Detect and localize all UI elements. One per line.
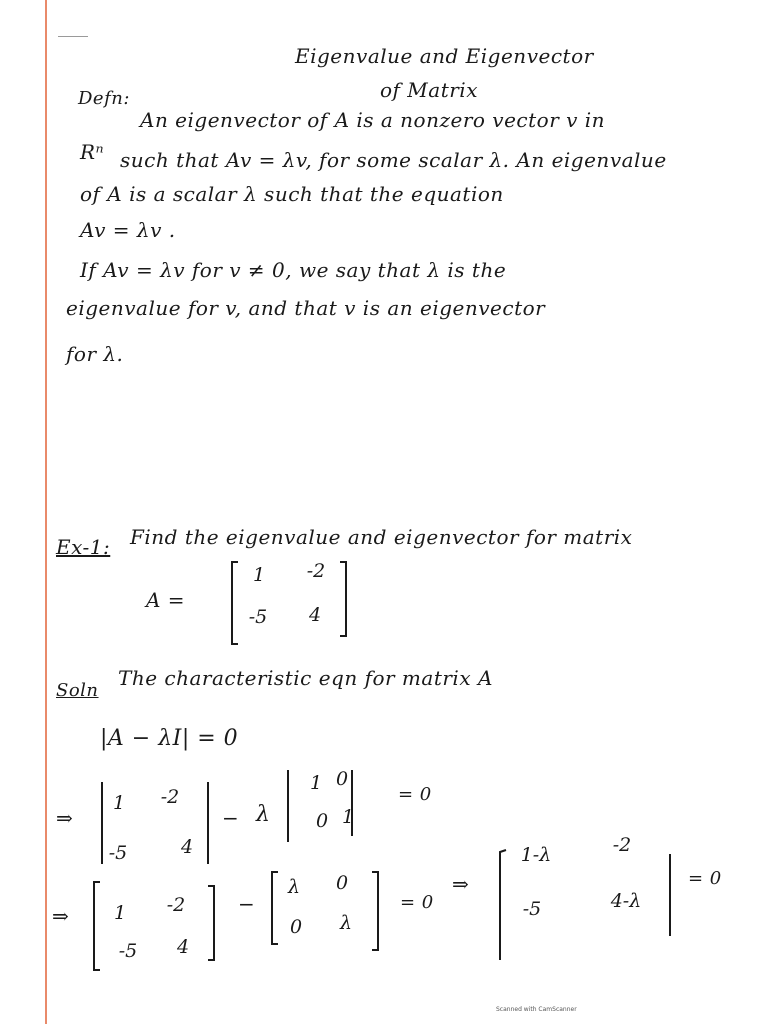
example-label: Ex-1: (56, 535, 111, 559)
step3-cell-12: -2 (612, 834, 632, 856)
step1-cell-21: -5 (108, 842, 128, 864)
step2-left-cell-11: 1 (113, 902, 127, 924)
definition-line-1: An eigenvector of A is a nonzero vector v in (140, 108, 606, 132)
step2-left-cell-21: -5 (118, 940, 138, 962)
page-title: Eigenvalue and Eigenvector (295, 44, 594, 68)
implies-step-3: ⇒ (452, 872, 470, 896)
identity-cell-22: 1 (341, 806, 355, 828)
step1-cell-22: 4 (180, 836, 194, 858)
matrix-a-label: A = (146, 588, 186, 612)
step2-left-cell-12: -2 (166, 894, 186, 916)
step1-equals-zero: = 0 (398, 784, 432, 805)
characteristic-equation: |A − λI| = 0 (100, 726, 239, 751)
header-rule (58, 36, 88, 37)
remark-line-2: eigenvalue for v, and that v is an eigenvector (66, 296, 546, 320)
step2-equals-zero: = 0 (400, 892, 434, 913)
step3-equals-zero: = 0 (688, 868, 722, 889)
scanner-footer: Scanned with CamScanner (496, 1006, 577, 1013)
identity-cell-12: 0 (335, 768, 349, 790)
step1-minus: − (222, 806, 240, 830)
implies-step-1: ⇒ (56, 806, 74, 830)
step2-lambda-cell-12: 0 (335, 872, 349, 894)
step1-cell-12: -2 (160, 786, 180, 808)
remark-line-1: If Av = λv for v ≠ 0, we say that λ is the (80, 258, 507, 282)
step2-left-cell-22: 4 (176, 936, 190, 958)
definition-line-2: such that Av = λv, for some scalar λ. An eigenvalue (120, 148, 667, 172)
definition-rn: Rⁿ (80, 140, 105, 164)
definition-line-4: Av = λv . (80, 218, 176, 242)
solution-text: The characteristic eqn for matrix A (118, 666, 493, 690)
step2-lambda-cell-21: 0 (289, 916, 303, 938)
matrix-a-cell-21: -5 (248, 606, 268, 628)
step2-lambda-cell-22: λ (339, 912, 353, 934)
step2-lambda-cell-11: λ (287, 876, 301, 898)
implies-step-2: ⇒ (52, 904, 70, 928)
identity-cell-21: 0 (315, 810, 329, 832)
definition-label: Defn: (78, 88, 130, 109)
identity-cell-11: 1 (309, 772, 323, 794)
solution-label: Soln (56, 680, 99, 701)
page-margin-line (45, 0, 47, 1024)
step1-lambda: λ (256, 802, 271, 827)
step3-cell-21: -5 (522, 898, 542, 920)
step3-cell-22: 4-λ (610, 890, 642, 912)
step1-cell-11: 1 (112, 792, 126, 814)
step3-cell-11: 1-λ (520, 844, 552, 866)
matrix-a-cell-11: 1 (252, 564, 266, 586)
matrix-a-cell-12: -2 (306, 560, 326, 582)
example-text: Find the eigenvalue and eigenvector for matrix (130, 525, 633, 549)
page-subtitle: of Matrix (380, 78, 478, 102)
definition-line-3: of A is a scalar λ such that the equation (80, 182, 504, 206)
matrix-a-cell-22: 4 (308, 604, 322, 626)
step2-minus: − (238, 892, 256, 916)
remark-line-3: for λ. (66, 342, 124, 366)
